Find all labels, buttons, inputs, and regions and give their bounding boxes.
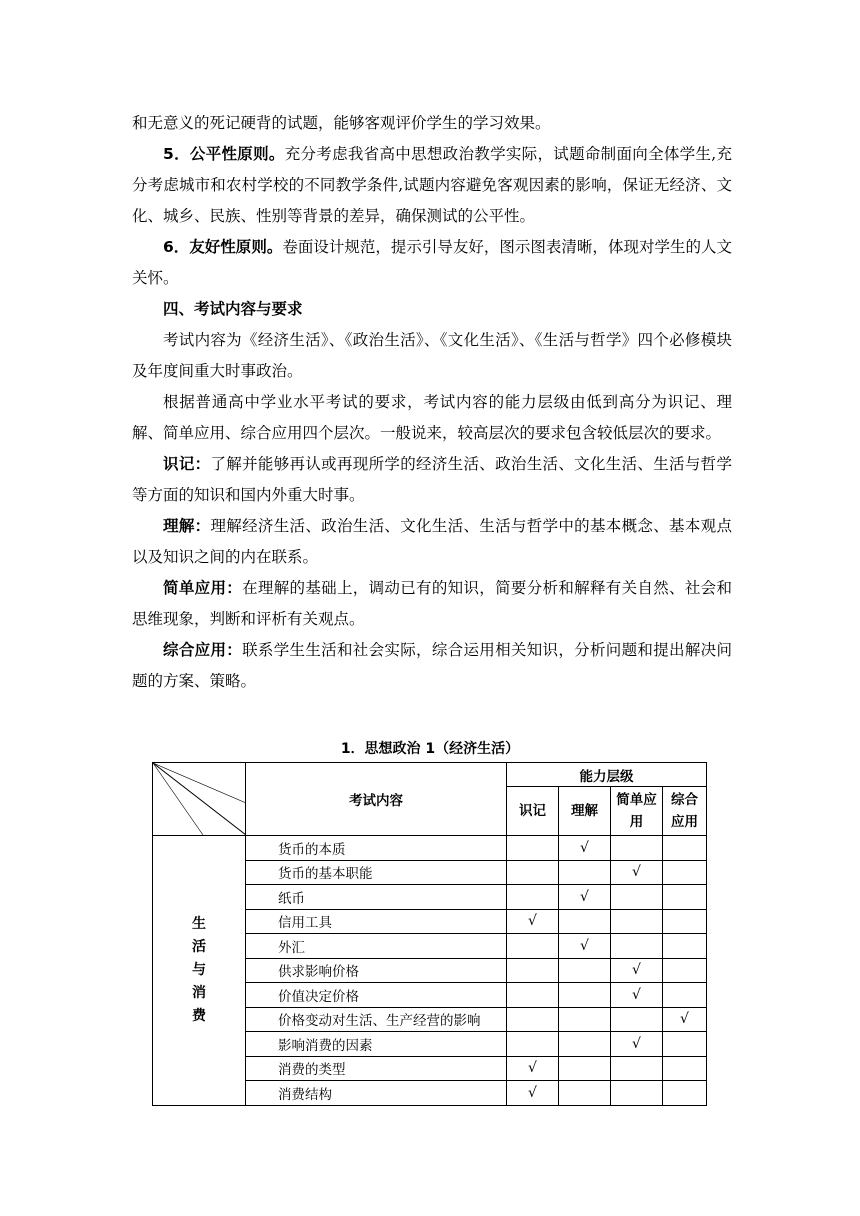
paragraph-lead: 简单应用： — [163, 579, 243, 597]
empty-cell — [507, 983, 559, 1008]
level-header: 识记 — [507, 787, 559, 836]
empty-cell — [663, 934, 707, 959]
empty-cell — [611, 934, 663, 959]
paragraph-text: 卷面设计规范，提示引导友好，图示图表清晰，体现对学生的人文关怀。 — [132, 238, 732, 287]
empty-cell — [559, 1056, 611, 1081]
diagonal-lines — [153, 763, 246, 835]
paragraph — [132, 108, 732, 139]
empty-cell — [559, 909, 611, 934]
check-mark: √ — [507, 909, 559, 934]
paragraph-lead: 综合应用： — [163, 641, 243, 659]
check-mark: √ — [611, 860, 663, 885]
paragraph-lead: 5．公平性原则。 — [163, 145, 285, 163]
empty-cell — [559, 958, 611, 983]
section-label — [153, 836, 246, 1106]
empty-cell — [559, 1007, 611, 1032]
empty-cell — [559, 983, 611, 1008]
paragraph-text: 理解经济生活、政治生活、文化生活、生活与哲学中的基本概念、基本观点以及知识之间的内在联系。 — [132, 517, 732, 566]
empty-cell — [507, 934, 559, 959]
content-item: 消费的类型 — [246, 1056, 507, 1081]
check-mark: √ — [611, 1032, 663, 1057]
empty-cell — [507, 1007, 559, 1032]
empty-cell — [559, 1032, 611, 1057]
content-item: 外汇 — [246, 934, 507, 959]
content-item: 价值决定价格 — [246, 983, 507, 1008]
empty-cell — [611, 1081, 663, 1106]
empty-cell — [611, 909, 663, 934]
ability-table — [152, 762, 707, 1106]
empty-cell — [559, 1081, 611, 1106]
empty-cell — [663, 836, 707, 861]
paragraph-text: 联系学生生活和社会实际，综合运用相关知识，分析问题和提出解决问题的方案、策略。 — [132, 641, 732, 690]
check-mark: √ — [559, 934, 611, 959]
paragraph — [132, 387, 732, 449]
paragraph — [132, 635, 732, 697]
content-item: 信用工具 — [246, 909, 507, 934]
empty-cell — [663, 983, 707, 1008]
paragraph — [132, 139, 732, 232]
check-mark: √ — [611, 958, 663, 983]
empty-cell — [663, 860, 707, 885]
check-mark: √ — [663, 1007, 707, 1032]
paragraph-text: 充分考虑我省高中思想政治教学实际，试题命制面向全体学生,充分考虑城市和农村学校的不同教学条件,试题内容避免客观因素的影响，保证无经济、文化、城乡、民族、性别等背景的差异，确保测试的公平性。 — [132, 145, 732, 225]
empty-cell — [507, 1032, 559, 1057]
paragraph-text: 考试内容为《经济生活》、《政治生活》、《文化生活》、《生活与哲学》四个必修模块及年度间重大时事政治。 — [132, 331, 732, 380]
ability-header: 能力层级 — [507, 763, 707, 787]
heading-text: 四、考试内容与要求 — [163, 300, 303, 318]
check-mark: √ — [507, 1081, 559, 1106]
empty-cell — [663, 1032, 707, 1057]
level-header: 简单应用 — [611, 787, 663, 836]
table-row — [153, 836, 707, 861]
paragraph-text: 根据普通高中学业水平考试的要求，考试内容的能力层级由低到高分为识记、理解、简单应用、综合应用四个层次。一般说来，较高层次的要求包含较低层次的要求。 — [132, 393, 732, 442]
table-caption: 1．思想政治 1（经济生活） — [340, 741, 520, 757]
level-header: 理解 — [559, 787, 611, 836]
paragraph — [132, 449, 732, 511]
paragraph-lead: 6．友好性原则。 — [163, 238, 283, 256]
paragraph-lead: 理解： — [163, 517, 211, 535]
empty-cell — [611, 885, 663, 910]
empty-cell — [507, 860, 559, 885]
empty-cell — [611, 836, 663, 861]
check-mark: √ — [559, 836, 611, 861]
content-item: 影响消费的因素 — [246, 1032, 507, 1057]
section-heading — [132, 294, 732, 325]
paragraph — [132, 325, 732, 387]
content-item: 货币的基本职能 — [246, 860, 507, 885]
empty-cell — [611, 1056, 663, 1081]
document-body — [132, 108, 732, 697]
empty-cell — [507, 958, 559, 983]
content-header: 考试内容 — [246, 763, 507, 836]
empty-cell — [663, 1056, 707, 1081]
content-item: 消费结构 — [246, 1081, 507, 1106]
check-mark: √ — [611, 983, 663, 1008]
check-mark: √ — [507, 1056, 559, 1081]
paragraph-text: 和无意义的死记硬背的试题，能够客观评价学生的学习效果。 — [132, 114, 551, 132]
content-item: 货币的本质 — [246, 836, 507, 861]
paragraph — [132, 511, 732, 573]
empty-cell — [663, 909, 707, 934]
empty-cell — [559, 860, 611, 885]
check-mark: √ — [559, 885, 611, 910]
empty-cell — [663, 885, 707, 910]
diagonal-header-cell — [153, 763, 246, 836]
empty-cell — [507, 836, 559, 861]
section-label-text: 生活与消费 — [192, 915, 206, 1024]
paragraph-text: 在理解的基础上，调动已有的知识，简要分析和解释有关自然、社会和思维现象，判断和评析有关观点。 — [132, 579, 732, 628]
empty-cell — [663, 1081, 707, 1106]
paragraph — [132, 232, 732, 294]
level-header: 综合应用 — [663, 787, 707, 836]
content-item: 供求影响价格 — [246, 958, 507, 983]
paragraph — [132, 573, 732, 635]
empty-cell — [663, 958, 707, 983]
content-item: 纸币 — [246, 885, 507, 910]
paragraph-lead: 识记： — [163, 455, 211, 473]
empty-cell — [611, 1007, 663, 1032]
content-item: 价格变动对生活、生产经营的影响 — [246, 1007, 507, 1032]
paragraph-text: 了解并能够再认或再现所学的经济生活、政治生活、文化生活、生活与哲学等方面的知识和国内外重大时事。 — [132, 455, 732, 504]
empty-cell — [507, 885, 559, 910]
